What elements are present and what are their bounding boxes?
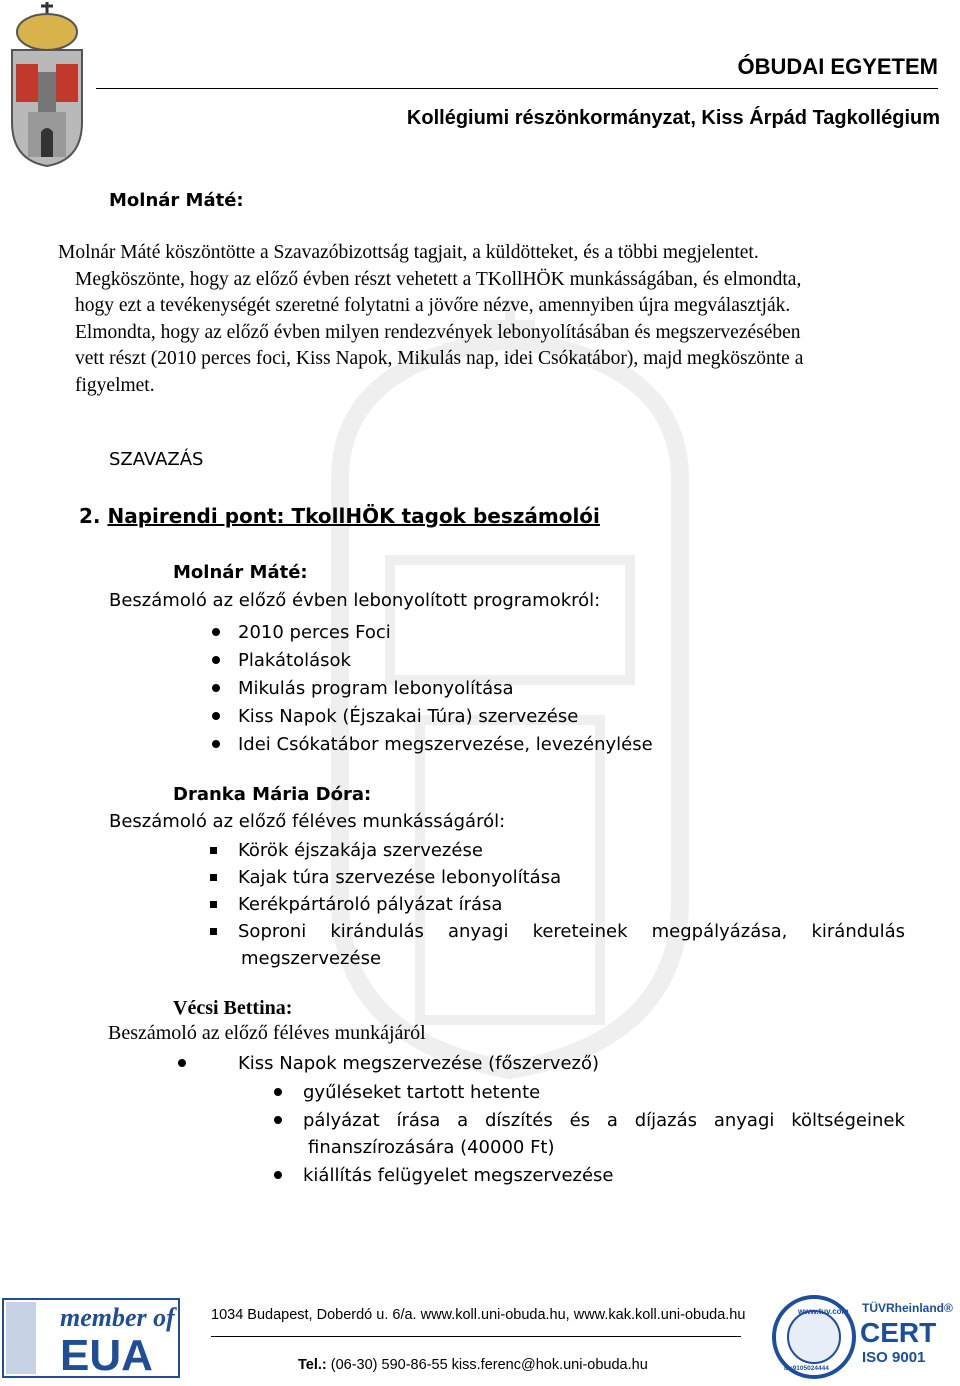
speaker-heading: Molnár Máté: xyxy=(109,190,244,211)
paragraph-line: vett részt (2010 perces foci, Kiss Napok, Mikulás nap, idei Csókatábor), majd megköszönte a xyxy=(75,348,804,369)
agenda-number: 2. xyxy=(79,504,101,528)
paragraph-line: Elmondta, hogy az előző évben milyen rendezvények lebonyolításában és megszervezésében xyxy=(75,321,801,343)
paragraph-line: Molnár Máté köszöntötte a Szavazóbizottság tagjait, a küldötteket, és a többi megjelentet. xyxy=(58,242,759,263)
report3-intro: Beszámoló az előző féléves munkájáról xyxy=(108,1022,426,1044)
list-item: kiállítás felügyelet megszervezése xyxy=(274,1161,905,1189)
report3-name: Vécsi Bettina: xyxy=(173,997,293,1019)
university-name: ÓBUDAI EGYETEM xyxy=(737,54,938,79)
tuv-cert-logo xyxy=(770,1292,958,1382)
tel-label: Tel.: xyxy=(298,1357,327,1373)
header-subtitle: Kollégiumi részönkormányzat, Kiss Árpád Tagkollégium xyxy=(406,107,940,129)
eua-member-logo xyxy=(2,1298,180,1378)
tuv-id: ID:9105024444 xyxy=(784,1365,829,1372)
bullet-icon xyxy=(212,628,220,636)
list-item-continuation: megszervezése xyxy=(241,948,382,969)
square-bullet-icon xyxy=(210,874,217,881)
list-item: Kerékpártároló pályázat írása xyxy=(210,891,905,918)
list-item-text: pályázat írása a díszítés és a díjazás anyagi költségeinek xyxy=(303,1109,905,1131)
list-item-text: Soproni kirándulás anyagi kereteinek megpályázása, kirándulás xyxy=(238,921,905,942)
list-item xyxy=(210,918,905,945)
iso-text: ISO 9001 xyxy=(862,1349,926,1366)
square-bullet-icon xyxy=(210,928,217,935)
contact-text: (06-30) 590-86-55 kiss.ferenc@hok.uni-obuda.hu xyxy=(326,1357,648,1373)
vote-label: SZAVAZÁS xyxy=(109,449,204,470)
list-item-continuation: finanszírozására (40000 Ft) xyxy=(308,1137,555,1158)
university-crest-logo xyxy=(4,2,90,168)
header-rule xyxy=(96,88,938,89)
speech-paragraph xyxy=(58,240,904,399)
report3-sublist xyxy=(274,1078,905,1189)
bullet-icon xyxy=(212,712,220,720)
list-item: Kiss Napok (Éjszakai Túra) szervezése xyxy=(212,702,653,730)
bullet-icon xyxy=(274,1116,282,1124)
bullet-icon xyxy=(178,1059,186,1067)
list-item: Kajak túra szervezése lebonyolítása xyxy=(210,864,905,891)
footer-address: 1034 Budapest, Doberdó u. 6/a. www.koll.uni-obuda.hu, www.kak.koll.uni-obuda.hu xyxy=(211,1307,746,1323)
bullet-icon xyxy=(274,1088,282,1096)
bullet-icon xyxy=(212,740,220,748)
report2-list xyxy=(210,837,905,972)
list-item: Plakátolások xyxy=(212,646,653,674)
tuv-brand: TÜVRheinland® xyxy=(862,1301,953,1315)
eua-text: EUA xyxy=(60,1331,153,1378)
bullet-icon xyxy=(274,1171,282,1179)
footer-rule xyxy=(211,1336,741,1337)
square-bullet-icon xyxy=(210,901,217,908)
bullet-icon xyxy=(212,684,220,692)
report1-intro: Beszámoló az előző évben lebonyolított programokról: xyxy=(109,590,601,611)
eua-member-text: member of xyxy=(60,1303,175,1332)
list-item: Idei Csókatábor megszervezése, levezénylése xyxy=(212,730,653,758)
footer-contact xyxy=(298,1357,648,1373)
list-item: Körök éjszakája szervezése xyxy=(210,837,905,864)
report2-intro: Beszámoló az előző féléves munkásságáról: xyxy=(109,811,506,832)
report2-name: Dranka Mária Dóra: xyxy=(173,784,372,805)
list-item: Mikulás program lebonyolítása xyxy=(212,674,653,702)
report1-name: Molnár Máté: xyxy=(173,562,308,583)
report1-list xyxy=(212,618,653,758)
square-bullet-icon xyxy=(210,847,217,854)
list-item: 2010 perces Foci xyxy=(212,618,653,646)
agenda-heading xyxy=(79,504,600,528)
bullet-icon xyxy=(212,656,220,664)
paragraph-line: hogy ezt a tevékenységét szeretné folytatni a jövőre nézve, amennyiben újra megválasztják. xyxy=(75,295,791,316)
tuv-url: www.tuv.com xyxy=(798,1307,849,1316)
paragraph-line: figyelmet. xyxy=(75,374,155,396)
agenda-title: Napirendi pont: TkollHÖK tagok beszámolói xyxy=(107,504,600,528)
report3-item: Kiss Napok megszervezése (főszervező) xyxy=(178,1050,599,1076)
cert-text: CERT xyxy=(860,1317,937,1348)
paragraph-line: Megköszönte, hogy az előző évben részt vehetett a TKollHÖK munkásságában, és elmondta, xyxy=(75,268,802,290)
list-item xyxy=(274,1106,905,1134)
list-item: gyűléseket tartott hetente xyxy=(274,1078,905,1106)
